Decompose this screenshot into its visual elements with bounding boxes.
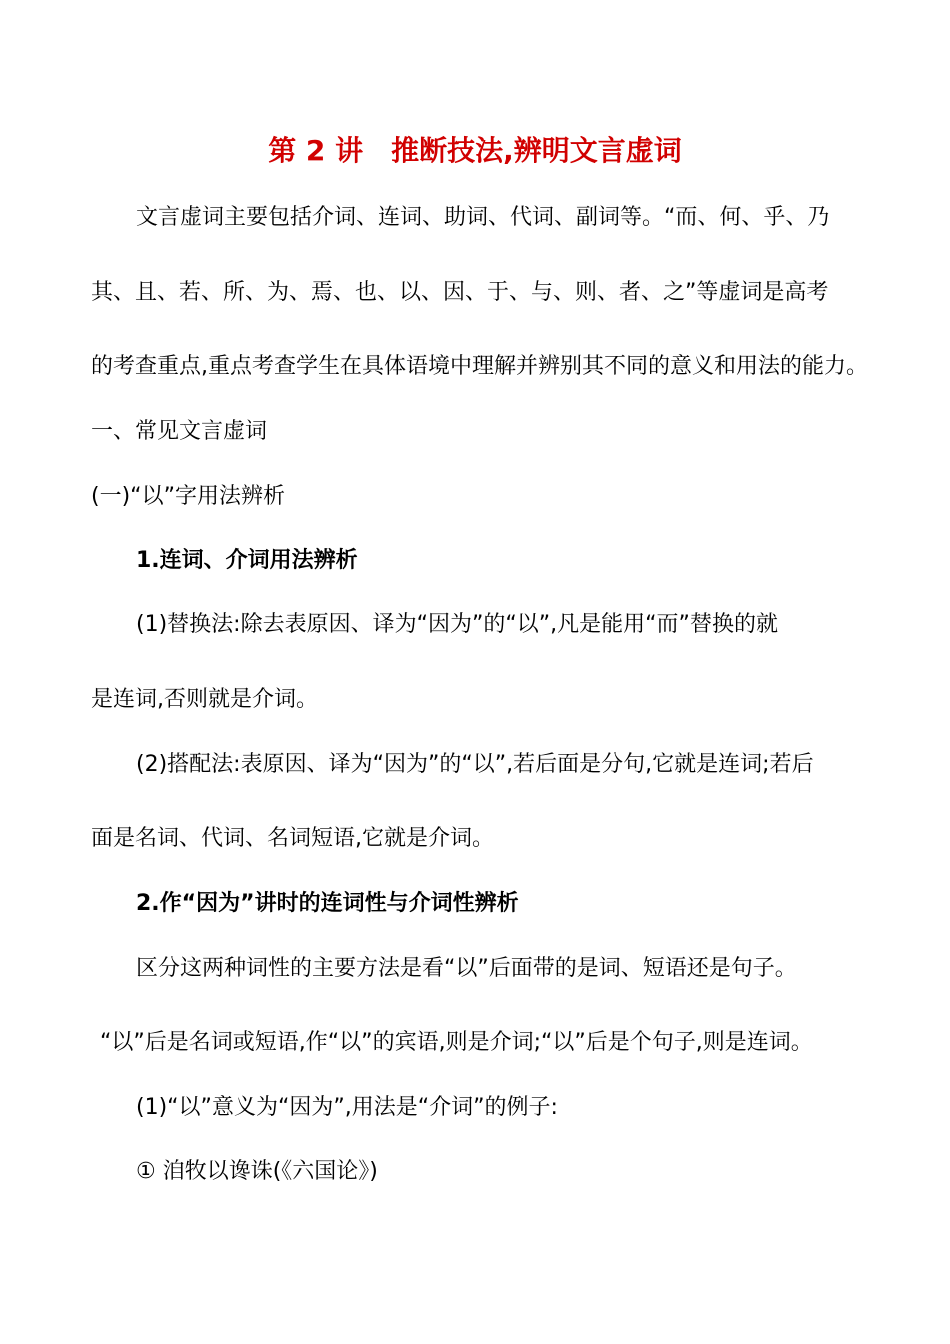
subheading-bold: 2.作“因为”讲时的连词性与介词性辨析 bbox=[136, 891, 519, 916]
paragraph-line: 其、且、若、所、为、焉、也、以、因、于、与、则、者、之”等虚词是高考 bbox=[91, 280, 829, 305]
section-heading: 一、常见文言虚词 bbox=[91, 419, 268, 444]
paragraph-line: (2)搭配法:表原因、译为“因为”的“以”,若后面是分句,它就是连词;若后 bbox=[136, 752, 814, 777]
subsection-heading: (一)“以”字用法辨析 bbox=[91, 484, 285, 509]
paragraph-line: 区分这两种词性的主要方法是看“以”后面带的是词、短语还是句子。 bbox=[136, 956, 797, 981]
page-title: 第 2 讲 推断技法,辨明文言虚词 bbox=[268, 134, 682, 167]
paragraph-line: 面是名词、代词、名词短语,它就是介词。 bbox=[91, 826, 494, 851]
paragraph-line: 是连词,否则就是介词。 bbox=[91, 687, 318, 712]
paragraph-line: “以”后是名词或短语,作“以”的宾语,则是介词;“以”后是个句子,则是连词。 bbox=[100, 1030, 813, 1055]
paragraph-line: (1)替换法:除去表原因、译为“因为”的“以”,凡是能用“而”替换的就 bbox=[136, 612, 778, 637]
example-item: ① 洎牧以谗诛(《六国论》) bbox=[136, 1159, 378, 1184]
paragraph-line: 的考查重点,重点考查学生在具体语境中理解并辨别其不同的意义和用法的能力。 bbox=[91, 354, 868, 379]
example-heading: (1)“以”意义为“因为”,用法是“介词”的例子: bbox=[136, 1095, 558, 1120]
subheading-bold: 1.连词、介词用法辨析 bbox=[136, 548, 358, 573]
paragraph-line: 文言虚词主要包括介词、连词、助词、代词、副词等。“而、何、乎、乃 bbox=[136, 205, 830, 230]
